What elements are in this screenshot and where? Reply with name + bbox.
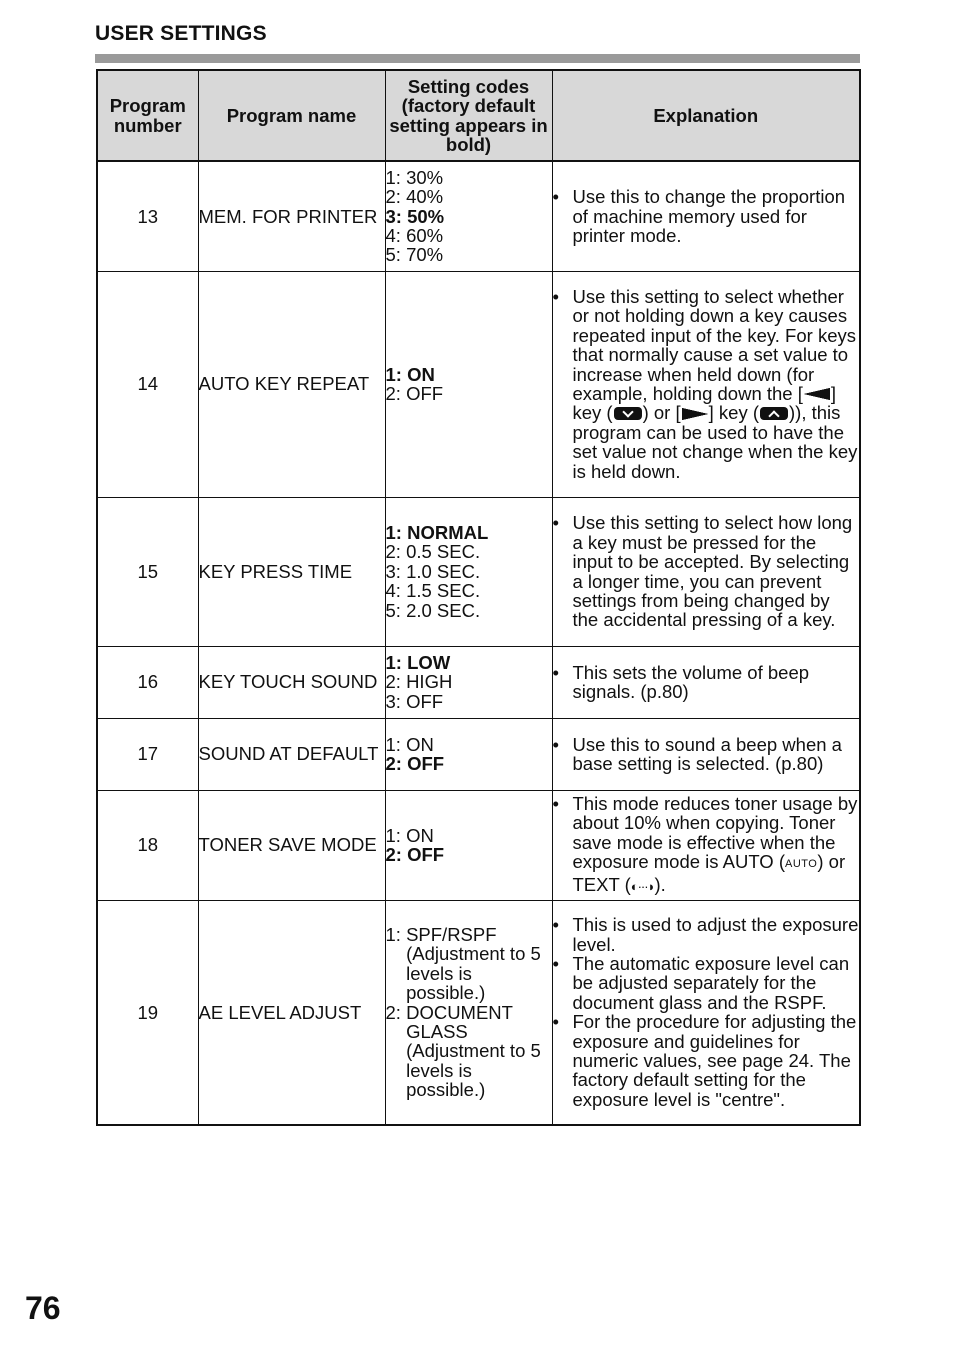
bullet-icon: • (552, 285, 559, 307)
up-key-icon (760, 407, 788, 420)
program-number: 14 (97, 271, 198, 497)
setting-code: 1: ON (385, 824, 434, 846)
setting-code: 2: OFF (385, 383, 444, 404)
header-setting-codes-title: Setting codes (407, 75, 530, 97)
setting-code: 2: 40% (385, 186, 444, 208)
bullet-icon: • (552, 512, 559, 534)
bullet-icon: • (552, 914, 559, 936)
user-settings-table (96, 69, 861, 1126)
setting-codes (385, 900, 552, 1125)
table-row (97, 900, 860, 1125)
bullet-icon: • (552, 1011, 559, 1033)
down-key-icon (614, 407, 642, 420)
program-name: MEM. FOR PRINTER (198, 161, 385, 271)
program-number: 18 (97, 790, 198, 900)
header-setting-codes-note: (factory default setting appears in bold) (389, 95, 548, 155)
program-name: KEY PRESS TIME (198, 497, 385, 646)
page-number: 76 (25, 1290, 61, 1326)
program-number: 15 (97, 497, 198, 646)
table-row (97, 790, 860, 900)
bullet-icon: • (552, 792, 559, 814)
program-number: 17 (97, 718, 198, 790)
left-arrow-key-icon (804, 388, 830, 400)
setting-code-default: 3: 50% (385, 205, 445, 227)
explanation-item: • Use this setting to select whether or not holding down a key causes repeated input of the key. For keys that normally cause a set value to increase when held down (for example, holding down the [ ] key ( ) or [ ] key ( )), this program can be used to have the set value not change when the key is held down. (552, 285, 858, 482)
table-row (97, 161, 860, 271)
setting-code: 4: 60% (385, 224, 444, 246)
setting-codes (385, 718, 552, 790)
explanation (552, 271, 860, 497)
setting-code: 5: 70% (385, 244, 444, 266)
explanation-item: • This is used to adjust the exposure level. (552, 914, 859, 955)
setting-codes (385, 271, 552, 497)
program-name: AUTO KEY REPEAT (198, 271, 385, 497)
bullet-icon: • (552, 186, 559, 208)
program-name: KEY TOUCH SOUND (198, 646, 385, 718)
explanation (552, 497, 860, 646)
explanation-item: • For the procedure for adjusting the exposure and guidelines for numeric values, see page 24. The factory default setting for the exposure level is "centre". (552, 1011, 857, 1110)
explanation-item: • Use this setting to select how long a key must be pressed for the input to be accepted. By selecting a longer time, you can prevent settings from being changed by the accidental pressing of a key. (552, 512, 853, 631)
setting-code: 2: 0.5 SEC. (385, 541, 481, 563)
header-program-number: Program number (97, 70, 198, 161)
explanation-item: • Use this to change the proportion of machine memory used for printer mode. (552, 186, 846, 246)
table-row (97, 271, 860, 497)
setting-code: 5: 2.0 SEC. (385, 599, 481, 621)
setting-code: 1: 30% (385, 166, 444, 188)
setting-code: 4: 1.5 SEC. (385, 580, 481, 602)
explanation-item: • Use this to sound a beep when a base setting is selected. (p.80) (552, 733, 842, 774)
section-title: USER SETTINGS (95, 22, 267, 45)
setting-codes (385, 497, 552, 646)
setting-code: 1: ON (385, 733, 434, 755)
explanation-item: • The automatic exposure level can be adjusted separately for the document glass and the RSPF. (552, 953, 850, 1013)
table-row (97, 718, 860, 790)
bullet-icon: • (552, 733, 559, 755)
setting-code: 3: OFF (385, 690, 444, 712)
setting-code-default: 1: ON (385, 363, 435, 385)
setting-codes (385, 161, 552, 271)
header-explanation: Explanation (552, 70, 860, 161)
setting-code: 2: DOCUMENT GLASS (Adjustment to 5 levels is possible.) (385, 1001, 541, 1101)
table-row (97, 646, 860, 718)
program-number: 13 (97, 161, 198, 271)
header-setting-codes (385, 70, 552, 161)
setting-code-default: 1: LOW (385, 651, 451, 673)
program-number: 16 (97, 646, 198, 718)
explanation (552, 900, 860, 1125)
setting-code: 3: 1.0 SEC. (385, 560, 481, 582)
explanation-item: • This sets the volume of beep signals. (p.80) (552, 661, 810, 702)
header-row (97, 70, 860, 161)
auto-exposure-icon: AUTO (785, 858, 818, 871)
program-name: SOUND AT DEFAULT (198, 718, 385, 790)
right-arrow-key-icon (682, 408, 708, 420)
explanation (552, 161, 860, 271)
bullet-icon: • (552, 953, 559, 975)
program-name: AE LEVEL ADJUST (198, 900, 385, 1125)
table-row (97, 497, 860, 646)
setting-codes (385, 790, 552, 900)
program-name: TONER SAVE MODE (198, 790, 385, 900)
title-rule (95, 54, 860, 63)
explanation (552, 790, 860, 900)
setting-code-default: 1: NORMAL (385, 521, 489, 543)
setting-codes (385, 646, 552, 718)
explanation (552, 718, 860, 790)
bullet-icon: • (552, 661, 559, 683)
explanation-item: • This mode reduces toner usage by about 10% when copying. Toner save mode is effective when the exposure mode is AUTO (AUTO) or TEXT (◐···◗). (552, 792, 858, 895)
setting-code: 1: SPF/RSPF (Adjustment to 5 levels is possible.) (385, 923, 541, 1004)
setting-code-default: 2: OFF (385, 753, 445, 774)
text-exposure-icon: ◐···◗ (630, 878, 655, 894)
setting-code-default: 2: OFF (385, 844, 445, 865)
header-program-name: Program name (198, 70, 385, 161)
explanation (552, 646, 860, 718)
setting-code: 2: HIGH (385, 671, 453, 693)
program-number: 19 (97, 900, 198, 1125)
